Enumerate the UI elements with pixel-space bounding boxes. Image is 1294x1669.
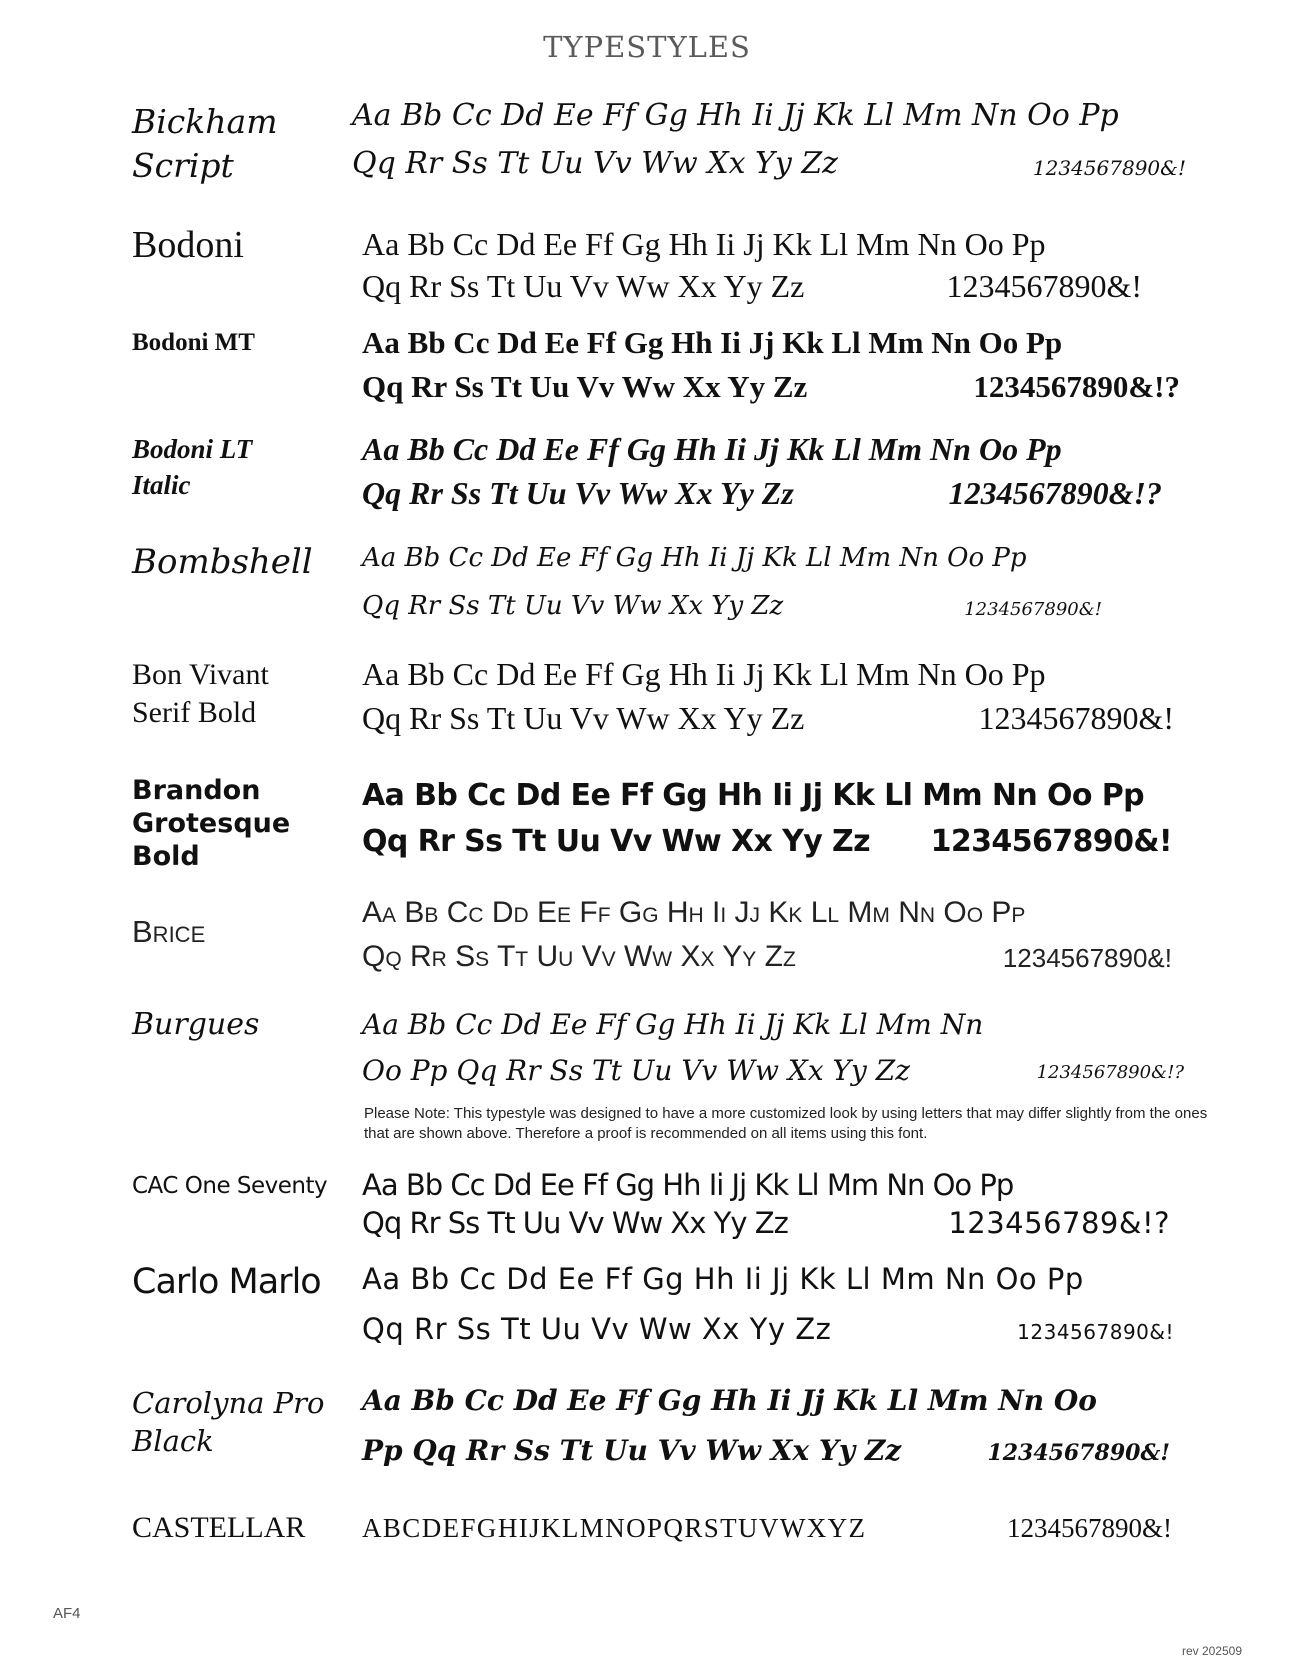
font-name-line: Black (132, 1424, 214, 1458)
alphabet-line-2: Qq Rr Ss Tt Uu Vv Ww Xx Yy Zz (362, 268, 805, 304)
alphabet-sample (362, 1513, 1172, 1549)
numerals-sample: 1234567890&! (1002, 943, 1172, 973)
font-name-line: CASTELLAR (132, 1511, 306, 1544)
revision-label: rev 202509 (1181, 1644, 1242, 1658)
font-name (132, 431, 342, 503)
numerals-sample: 1234567890&! (1032, 156, 1186, 180)
alphabet-sample (362, 1262, 1174, 1362)
font-name (132, 774, 342, 873)
alphabet-line-1: Aa Bb Cc Dd Ee Ff Gg Hh Ii Jj Kk Ll Mm Nn Oo Pp (362, 778, 1145, 813)
alphabet-line-1: Aa Bb Cc Dd Ee Ff Gg Hh Ii Jj Kk Ll Mm Nn Oo (362, 1384, 1097, 1417)
alphabet-sample (352, 98, 1186, 194)
font-name (132, 224, 342, 268)
font-name (132, 656, 342, 732)
numerals-sample: 1234567890&!? (973, 369, 1180, 404)
font-name-line: Serif Bold (132, 696, 257, 729)
alphabet-line-1: Aa Bb Cc Dd Ee Ff Gg Hh Ii Jj Kk Ll Mm Nn Oo Pp (362, 1262, 1084, 1296)
numerals-sample: 1234567890&! (1017, 1320, 1174, 1344)
alphabet-sample (362, 1168, 1170, 1244)
font-name-line: Carlo Marlo (132, 1262, 321, 1302)
alphabet-sample (362, 226, 1142, 310)
numerals-sample: 1234567890&! (978, 700, 1174, 736)
alphabet-line-1: ABCDEFGHIJKLMNOPQRSTUVWXYZ (362, 1513, 867, 1543)
font-name (132, 1008, 342, 1043)
alphabet-line-2: Qq Rr Ss Tt Uu Vv Ww Xx Yy Zz (362, 940, 796, 973)
alphabet-sample (362, 543, 1172, 639)
font-name-line: Bickham (132, 102, 278, 141)
alphabet-line-1: Aa Bb Cc Dd Ee Ff Gg Hh Ii Jj Kk Ll Mm Nn Oo Pp (362, 226, 1046, 262)
alphabet-line-1: Aa Bb Cc Dd Ee Ff Gg Hh Ii Jj Kk Ll Mm Nn Oo Pp (362, 896, 1026, 929)
font-name-line: CAC One Seventy (132, 1173, 328, 1199)
alphabet-line-2: Qq Rr Ss Tt Uu Vv Ww Xx Yy Zz (362, 369, 808, 404)
font-name (132, 1511, 342, 1546)
font-name-line: Brice (132, 914, 206, 949)
alphabet-sample (362, 325, 1180, 413)
font-name (132, 1384, 342, 1460)
alphabet-sample (362, 656, 1174, 744)
alphabet-line-2: Oo Pp Qq Rr Ss Tt Uu Vv Ww Xx Yy Zz (362, 1054, 910, 1087)
alphabet-line-1: Aa Bb Cc Dd Ee Ff Gg Hh Ii Jj Kk Ll Mm Nn Oo Pp (362, 325, 1063, 360)
font-name-line: Bold (132, 841, 200, 872)
font-name-line: Italic (132, 470, 191, 500)
numerals-sample: 1234567890&! (1007, 1513, 1172, 1543)
numerals-sample: 123456789&!? (948, 1206, 1170, 1240)
font-name-line: Burgues (132, 1007, 260, 1042)
alphabet-sample (362, 1008, 1184, 1100)
font-name (132, 329, 342, 358)
alphabet-sample (362, 1384, 1170, 1484)
alphabet-line-2: Qq Rr Ss Tt Uu Vv Ww Xx Yy Zz (352, 146, 838, 181)
font-name-line: Bodoni MT (132, 329, 255, 356)
font-name-line: Bombshell (132, 542, 313, 582)
font-name (132, 1173, 362, 1199)
font-name-line: Grotesque (132, 808, 291, 839)
alphabet-line-1: Aa Bb Cc Dd Ee Ff Gg Hh Ii Jj Kk Ll Mm Nn Oo Pp (362, 656, 1046, 692)
numerals-sample: 1234567890&! (987, 1440, 1170, 1466)
alphabet-line-2: Qq Rr Ss Tt Uu Vv Ww Xx Yy Zz (362, 824, 871, 859)
alphabet-sample (362, 431, 1162, 519)
page-code: AF4 (53, 1605, 81, 1622)
alphabet-sample (362, 778, 1172, 870)
alphabet-line-1: Aa Bb Cc Dd Ee Ff Gg Hh Ii Jj Kk Ll Mm Nn Oo Pp (362, 1168, 1014, 1202)
alphabet-line-2: Qq Rr Ss Tt Uu Vv Ww Xx Yy Zz (362, 591, 784, 621)
numerals-sample: 1234567890&!? (948, 475, 1162, 511)
font-name (132, 100, 342, 188)
numerals-sample: 1234567890&! (964, 599, 1102, 620)
alphabet-line-2: Qq Rr Ss Tt Uu Vv Ww Xx Yy Zz (362, 700, 805, 736)
font-name (132, 914, 342, 950)
alphabet-sample (362, 896, 1172, 984)
alphabet-line-1: Aa Bb Cc Dd Ee Ff Gg Hh Ii Jj Kk Ll Mm Nn (362, 1008, 984, 1041)
font-note: Please Note: This typestyle was designed to have a more customized look by using letters that may differ slightly from the ones that are shown above. Therefore a proof is recommended on all items using this font. (364, 1105, 1208, 1142)
numerals-sample: 1234567890&! (946, 268, 1142, 304)
alphabet-line-2: Qq Rr Ss Tt Uu Vv Ww Xx Yy Zz (362, 1312, 832, 1346)
alphabet-line-2: Qq Rr Ss Tt Uu Vv Ww Xx Yy Zz (362, 1206, 788, 1240)
font-name-line: Bon Vivant (132, 658, 269, 691)
numerals-sample: 1234567890&! (930, 824, 1172, 859)
page-title: TYPESTYLES (543, 30, 751, 64)
font-name-line: Bodoni (132, 224, 244, 266)
font-name (132, 543, 342, 582)
font-name-line: Script (132, 146, 234, 185)
alphabet-line-2: Pp Qq Rr Ss Tt Uu Vv Ww Xx Yy Zz (362, 1434, 902, 1467)
alphabet-line-1: Aa Bb Cc Dd Ee Ff Gg Hh Ii Jj Kk Ll Mm Nn Oo Pp (352, 98, 1119, 133)
numerals-sample: 1234567890&!? (1036, 1062, 1184, 1083)
alphabet-line-1: Aa Bb Cc Dd Ee Ff Gg Hh Ii Jj Kk Ll Mm Nn Oo Pp (362, 543, 1027, 573)
alphabet-line-1: Aa Bb Cc Dd Ee Ff Gg Hh Ii Jj Kk Ll Mm Nn Oo Pp (362, 431, 1062, 467)
font-name (132, 1262, 342, 1302)
alphabet-line-2: Qq Rr Ss Tt Uu Vv Ww Xx Yy Zz (362, 475, 794, 511)
font-name-line: Brandon (132, 775, 261, 806)
font-name-line: Bodoni LT (132, 434, 253, 464)
font-name-line: Carolyna Pro (132, 1386, 325, 1420)
